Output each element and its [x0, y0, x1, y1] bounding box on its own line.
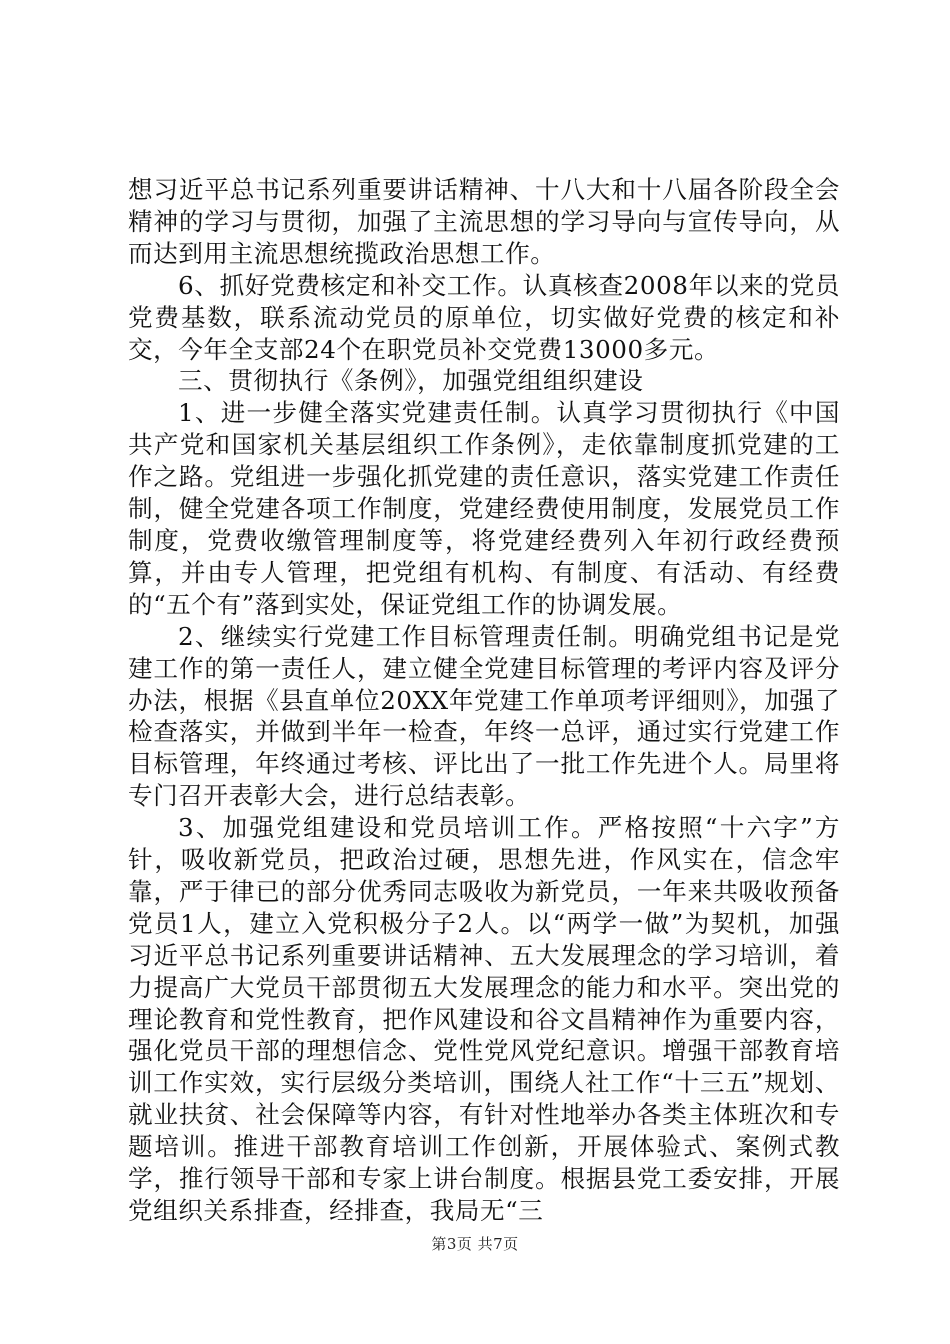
paragraph-item-2: 2、继续实行党建工作目标管理责任制。明确党组书记是党建工作的第一责任人，建立健全党建目标管理的考评内容及评分办法，根据《县直单位20XX年党建工作单项考评细则》，加强了检查落实，并做到半年一检查，年终一总评，通过实行党建工作目标管理，年终通过考核、评比出了一批工作先进个人。局里将专门召开表彰大会，进行总结表彰。 — [128, 621, 840, 811]
section-heading-3: 三、贯彻执行《条例》，加强党组组织建设 — [178, 366, 644, 396]
page-footer: 第3页 共7页 — [431, 1235, 519, 1253]
paragraph-continuation: 想习近平总书记系列重要讲话精神、十八大和十八届各阶段全会精神的学习与贯彻，加强了主流思想的学习导向与宣传导向，从而达到用主流思想统揽政治思想工作。 — [128, 175, 840, 268]
paragraph-item-6: 6、抓好党费核定和补交工作。认真核查2008年以来的党员党费基数，联系流动党员的原单位，切实做好党费的核定和补交，今年全支部24个在职党员补交党费13000多元。 — [128, 270, 840, 364]
paragraph-item-1: 1、进一步健全落实党建责任制。认真学习贯彻执行《中国共产党和国家机关基层组织工作条例》，走依靠制度抓党建的工作之路。党组进一步强化抓党建的责任意识，落实党建工作责任制，健全党建各项工作制度，党建经费使用制度，发展党员工作制度，党费收缴管理制度等，将党建经费列入年初行政经费预算，并由专人管理，把党组有机构、有制度、有活动、有经费的“五个有”落到实处，保证党组工作的协调发展。 — [128, 398, 840, 619]
document-body — [128, 174, 840, 1227]
paragraph-item-3: 3、加强党组建设和党员培训工作。严格按照“十六字”方针，吸收新党员，把政治过硬，思想先进，作风实在，信念牢靠，严于律已的部分优秀同志吸收为新党员，一年来共吸收预备党员1人，建立入党积极分子2人。以“两学一做”为契机，加强习近平总书记系列重要讲话精神、五大发展理念的学习培训，着力提高广大党员干部贯彻五大发展理念的能力和水平。突出党的理论教育和党性教育，把作风建设和谷文昌精神作为重要内容，强化党员干部的理想信念、党性党风党纪意识。增强干部教育培训工作实效，实行层级分类培训，围绕人社工作“十三五”规划、就业扶贫、社会保障等内容，有针对性地举办各类主体班次和专题培训。推进干部教育培训工作创新，开展体验式、案例式教学，推行领导干部和专家上讲台制度。根据县党工委安排，开展党组织关系排查，经排查，我局无“三 — [128, 813, 840, 1225]
